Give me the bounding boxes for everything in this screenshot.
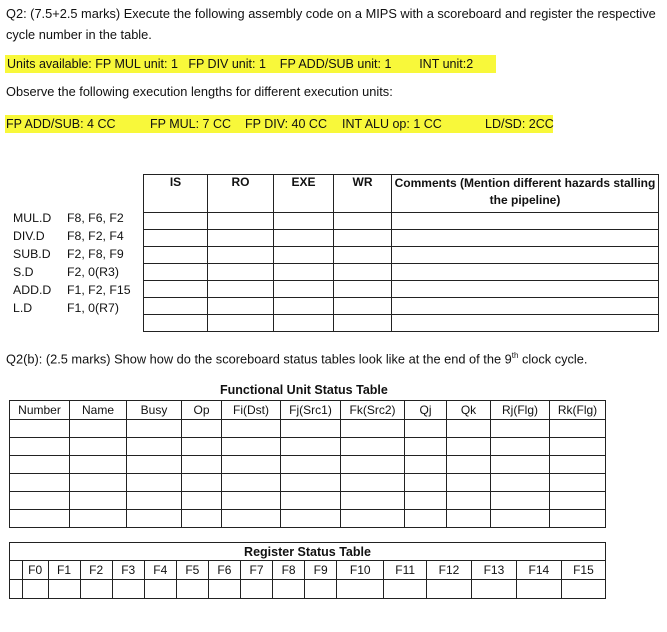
instruction-op: DIV.D (13, 229, 45, 243)
reg-header-f11: F11 (384, 561, 427, 580)
cell-comment-5[interactable] (392, 281, 659, 298)
cell-exe-3[interactable] (274, 247, 334, 264)
question-b-sup: th (511, 351, 519, 360)
header-exe: EXE (274, 175, 334, 213)
instruction-args: F2, F8, F9 (67, 247, 124, 261)
cell-comment-3[interactable] (392, 247, 659, 264)
instruction-row (13, 246, 124, 264)
cell-exe-4[interactable] (274, 264, 334, 281)
reg-status-table (9, 542, 606, 599)
instruction-args: F2, 0(R3) (67, 265, 119, 279)
exec-length-fpdiv: FP DIV: 40 CC (245, 117, 327, 131)
instruction-op: MUL.D (13, 211, 52, 225)
fu-header-busy: Busy (127, 401, 182, 420)
reg-header-f15: F15 (561, 561, 605, 580)
instruction-row (13, 264, 119, 282)
reg-header-f5: F5 (176, 561, 208, 580)
cell-exe-7[interactable] (274, 315, 334, 332)
question-b-prefix: Q2(b): (2.5 marks) Show how do the scoreboard status tables look like at the end of the 9 (6, 351, 512, 367)
cell-ro-1[interactable] (208, 213, 274, 230)
cell-ro-2[interactable] (208, 230, 274, 247)
cell-wr-3[interactable] (334, 247, 392, 264)
fu-row (10, 420, 606, 438)
reg-header-f1: F1 (48, 561, 80, 580)
cell-ro-5[interactable] (208, 281, 274, 298)
cell-wr-7[interactable] (334, 315, 392, 332)
cell-exe-2[interactable] (274, 230, 334, 247)
question-text: Q2: (7.5+2.5 marks) Execute the following assembly code on a MIPS with a scoreboard and register the respective cycle number in the table. (6, 6, 656, 42)
reg-header-f10: F10 (337, 561, 384, 580)
exec-length-int: INT ALU op: 1 CC (342, 117, 442, 131)
instruction-row (13, 210, 124, 228)
reg-header-f9: F9 (305, 561, 337, 580)
fu-header-fi: Fi(Dst) (222, 401, 281, 420)
cell-is-5[interactable] (144, 281, 208, 298)
fu-status-title: Functional Unit Status Table (220, 383, 388, 397)
cell-is-4[interactable] (144, 264, 208, 281)
fu-header-number: Number (10, 401, 70, 420)
reg-header-f0: F0 (22, 561, 48, 580)
header-comments: Comments (Mention different hazards stalling the pipeline) (392, 175, 659, 213)
fu-header-op: Op (182, 401, 222, 420)
cell-ro-3[interactable] (208, 247, 274, 264)
cell-is-1[interactable] (144, 213, 208, 230)
instruction-row (13, 300, 119, 318)
reg-header-f13: F13 (471, 561, 516, 580)
header-ro: RO (208, 175, 274, 213)
cell-comment-1[interactable] (392, 213, 659, 230)
instruction-args: F1, F2, F15 (67, 283, 131, 297)
cell-wr-2[interactable] (334, 230, 392, 247)
cell-exe-6[interactable] (274, 298, 334, 315)
cell-is-7[interactable] (144, 315, 208, 332)
fu-header-fj: Fj(Src1) (281, 401, 341, 420)
cell-ro-6[interactable] (208, 298, 274, 315)
cell-wr-4[interactable] (334, 264, 392, 281)
fu-header-qk: Qk (447, 401, 491, 420)
instruction-args: F8, F6, F2 (67, 211, 124, 225)
instruction-op: SUB.D (13, 247, 51, 261)
instruction-row (13, 282, 131, 300)
units-available: Units available: FP MUL unit: 1 FP DIV unit: 1 FP ADD/SUB unit: 1 INT unit:2 (7, 57, 474, 71)
cell-exe-1[interactable] (274, 213, 334, 230)
cell-ro-4[interactable] (208, 264, 274, 281)
reg-header-f7: F7 (240, 561, 272, 580)
fu-row (10, 456, 606, 474)
instruction-op: ADD.D (13, 283, 52, 297)
header-is: IS (144, 175, 208, 213)
instruction-args: F1, 0(R7) (67, 301, 119, 315)
reg-status-title-cell (10, 543, 606, 561)
pipeline-table (143, 174, 659, 332)
reg-status-title: Register Status Table (244, 544, 371, 559)
reg-header-f14: F14 (516, 561, 561, 580)
question-b-suffix: clock cycle. (518, 351, 588, 367)
exec-length-ldsd: LD/SD: 2CC (485, 117, 554, 131)
cell-wr-5[interactable] (334, 281, 392, 298)
instruction-row (13, 228, 124, 246)
header-wr: WR (334, 175, 392, 213)
exec-length-fpmul: FP MUL: 7 CC (150, 117, 232, 131)
fu-status-table (9, 400, 606, 528)
fu-row (10, 474, 606, 492)
fu-header-qj: Qj (405, 401, 447, 420)
cell-wr-6[interactable] (334, 298, 392, 315)
cell-is-6[interactable] (144, 298, 208, 315)
fu-row (10, 492, 606, 510)
fu-header-fk: Fk(Src2) (341, 401, 405, 420)
reg-header-f12: F12 (427, 561, 472, 580)
cell-comment-4[interactable] (392, 264, 659, 281)
cell-is-2[interactable] (144, 230, 208, 247)
cell-ro-7[interactable] (208, 315, 274, 332)
instruction-op: S.D (13, 265, 34, 279)
reg-header-f3: F3 (112, 561, 144, 580)
cell-comment-6[interactable] (392, 298, 659, 315)
instruction-op: L.D (13, 301, 33, 315)
reg-spacer (10, 561, 23, 580)
fu-row (10, 438, 606, 456)
fu-header-rj: Rj(Flg) (491, 401, 550, 420)
cell-exe-5[interactable] (274, 281, 334, 298)
reg-value-row (10, 580, 606, 599)
observe-text: Observe the following execution lengths for different execution units: (6, 84, 393, 99)
exec-length-fpadd: FP ADD/SUB: 4 CC (6, 117, 116, 131)
reg-header-f6: F6 (208, 561, 240, 580)
fu-header-name: Name (70, 401, 127, 420)
cell-is-3[interactable] (144, 247, 208, 264)
question-b-text (6, 351, 587, 366)
reg-header-f8: F8 (273, 561, 305, 580)
cell-wr-1[interactable] (334, 213, 392, 230)
cell-comment-2[interactable] (392, 230, 659, 247)
reg-header-f4: F4 (144, 561, 176, 580)
fu-header-rk: Rk(Flg) (550, 401, 606, 420)
fu-row (10, 510, 606, 528)
cell-comment-7[interactable] (392, 315, 659, 332)
reg-header-f2: F2 (80, 561, 112, 580)
instruction-args: F8, F2, F4 (67, 229, 124, 243)
